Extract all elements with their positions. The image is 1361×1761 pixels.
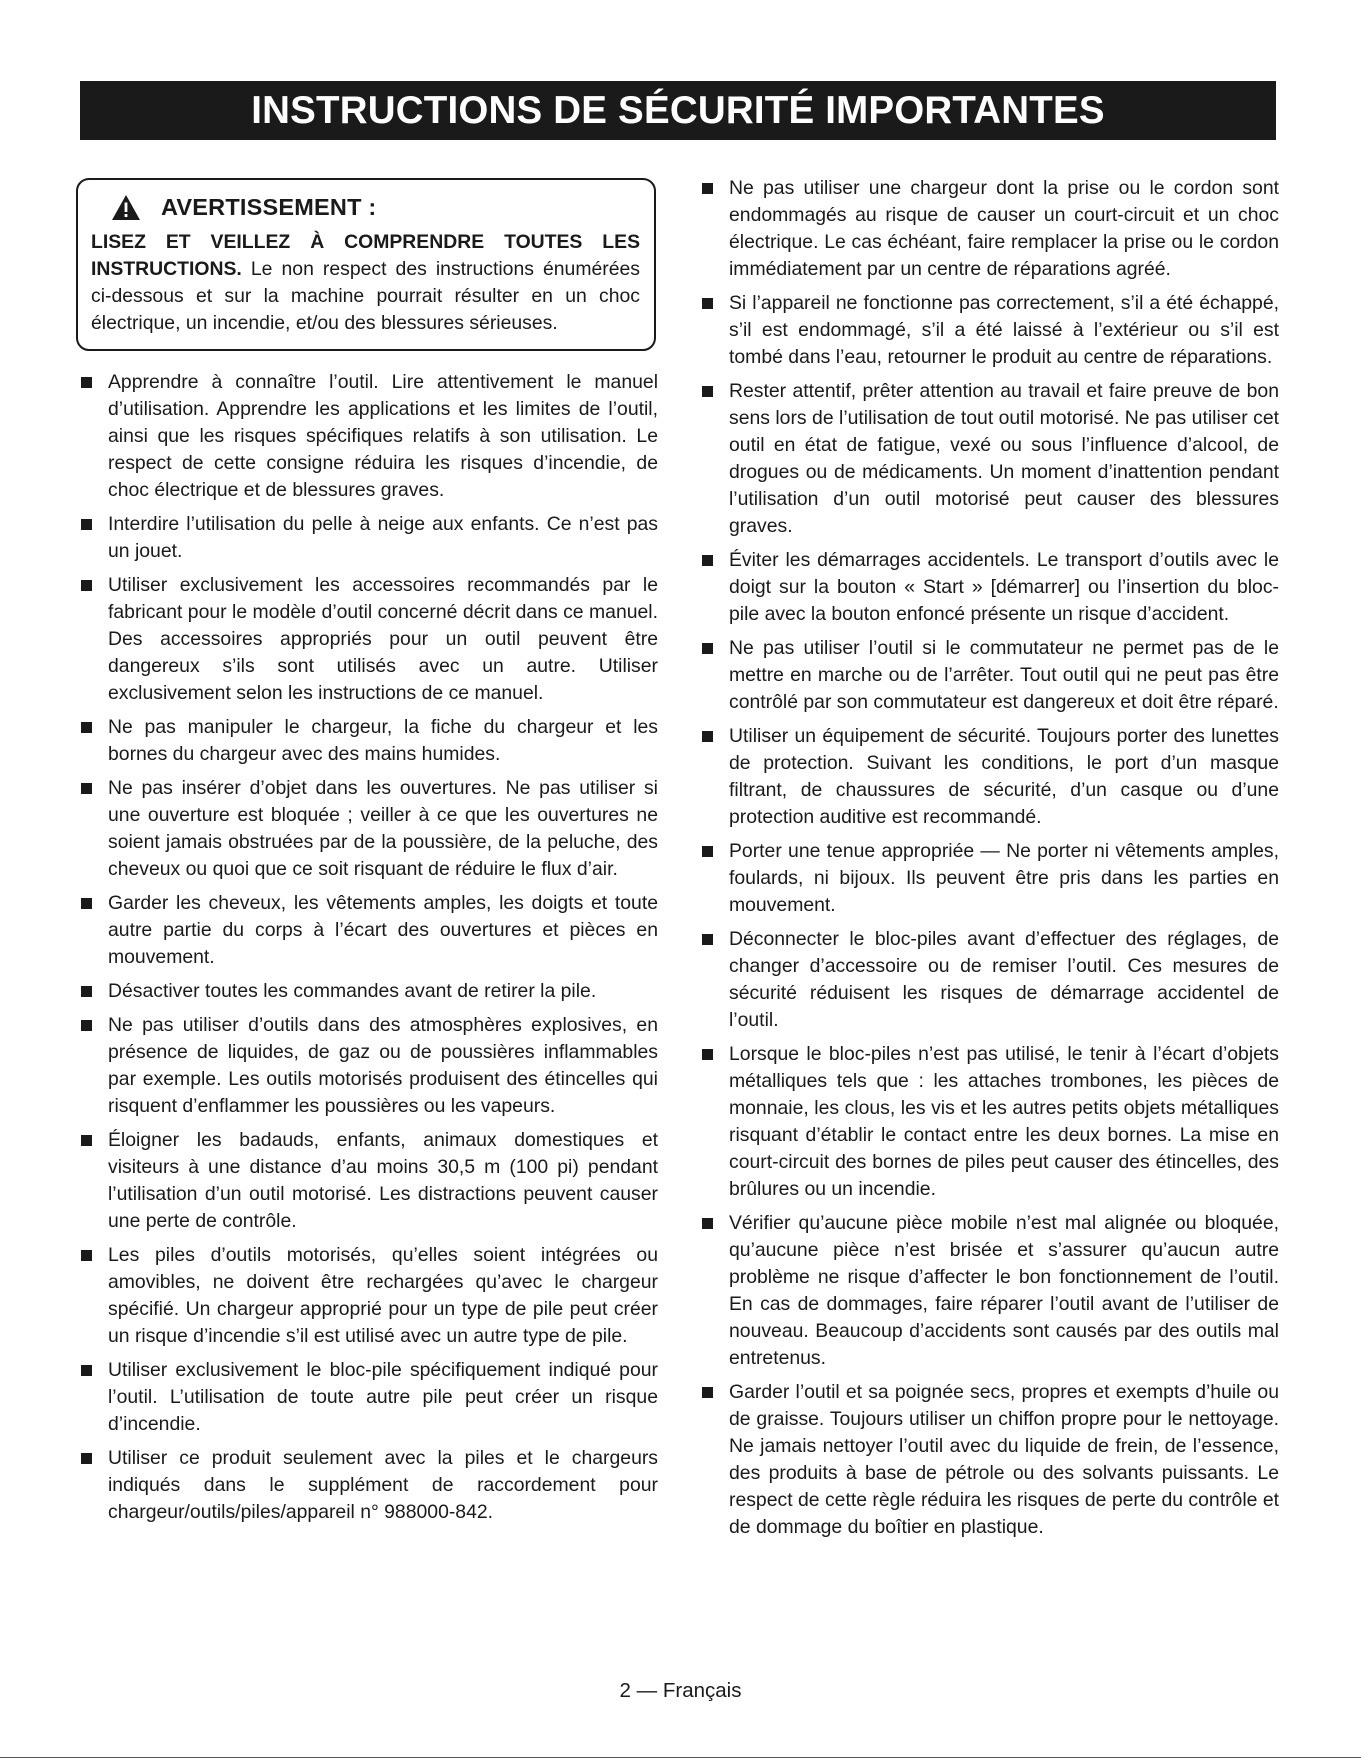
safety-item-text: Désactiver toutes les commandes avant de retirer la pile. bbox=[108, 980, 597, 1002]
safety-item-text: Utiliser exclusivement les accessoires recommandés par le fabricant pour le modèle d’outil concerné décrit dans ce manuel. Des accessoires appropriés pour un outil peuvent être dangereux s’ils sont utilisés avec un autre. Utiliser exclusivement selon les instructions de ce manuel. bbox=[108, 574, 658, 704]
warning-header bbox=[91, 194, 640, 221]
square-bullet-icon bbox=[702, 643, 713, 654]
safety-item-text: Ne pas utiliser d’outils dans des atmosphères explosives, en présence de liquides, de gaz ou de poussières inflammables par exemple. Les outils motorisés produisent des étincelles qui risquent d’enflammer les poussières ou les vapeurs. bbox=[108, 1014, 658, 1117]
square-bullet-icon bbox=[702, 386, 713, 397]
square-bullet-icon bbox=[702, 555, 713, 566]
safety-item-text: Ne pas insérer d’objet dans les ouvertures. Ne pas utiliser si une ouverture est bloquée ; veiller à ce que les ouvertures ne soient jamais obstruées par de la poussière, de la peluche, des cheveux ou quoi que ce soit risquant de réduire le flux d’air. bbox=[108, 777, 658, 880]
safety-item bbox=[697, 290, 1279, 371]
safety-item bbox=[697, 175, 1279, 283]
safety-item-text: Ne pas manipuler le chargeur, la fiche du chargeur et les bornes du chargeur avec des mains humides. bbox=[108, 716, 658, 765]
safety-item-text: Utiliser ce produit seulement avec la piles et le chargeurs indiqués dans le supplément de raccordement pour chargeur/outils/piles/appareil n° 988000-842. bbox=[108, 1447, 658, 1523]
safety-item-text: Ne pas utiliser l’outil si le commutateur ne permet pas de le mettre en marche ou de l’arrêter. Tout outil qui ne peut pas être contrôlé par son commutateur est dangereux et doit être réparé. bbox=[729, 637, 1279, 713]
safety-item-text: Ne pas utiliser une chargeur dont la prise ou le cordon sont endommagés au risque de causer un court-circuit et un choc électrique. Le cas échéant, faire remplacer la prise ou le cordon immédiatement par un centre de réparations agréé. bbox=[729, 177, 1279, 280]
right-safety-list bbox=[697, 175, 1279, 1541]
square-bullet-icon bbox=[702, 846, 713, 857]
safety-item-text: Garder l’outil et sa poignée secs, propres et exempts d’huile ou de graisse. Toujours utiliser un chiffon propre pour le nettoyage. Ne jamais nettoyer l’outil avec du liquide de frein, de l’essence, des produits à base de pétrole ou des solvants puissants. Le respect de cette règle réduira les risques de perte du contrôle et de dommage du boîtier en plastique. bbox=[729, 1381, 1279, 1538]
safety-item-text: Garder les cheveux, les vêtements amples, les doigts et toute autre partie du corps à l’écart des ouvertures et pièces en mouvement. bbox=[108, 892, 658, 968]
right-column bbox=[697, 175, 1279, 1548]
square-bullet-icon bbox=[702, 183, 713, 194]
safety-item-text: Utiliser un équipement de sécurité. Toujours porter des lunettes de protection. Suivant les conditions, le port d’un masque filtrant, de chaussures de sécurité, d’un casque ou d’une protection auditive est recommandé. bbox=[729, 725, 1279, 828]
safety-item bbox=[697, 723, 1279, 831]
safety-item-text: Apprendre à connaître l’outil. Lire attentivement le manuel d’utilisation. Apprendre les applications et les limites de l’outil, ainsi que les risques spécifiques relatifs à son utilisation. Le respect de cette consigne réduira les risques d’incendie, de choc électrique et de blessures graves. bbox=[108, 371, 658, 501]
safety-item bbox=[697, 1041, 1279, 1203]
warning-lead: LISEZ ET VEILLEZ À COMPRENDRE TOUTES LES INSTRUCTIONS. bbox=[91, 231, 640, 280]
square-bullet-icon bbox=[702, 934, 713, 945]
safety-item bbox=[76, 978, 658, 1005]
square-bullet-icon bbox=[81, 898, 92, 909]
page-title: INSTRUCTIONS DE SÉCURITÉ IMPORTANTES bbox=[80, 81, 1276, 140]
safety-item-text: Si l’appareil ne fonctionne pas correctement, s’il a été échappé, s’il est endommagé, s’il a été laissé à l’extérieur ou s’il est tombé dans l’eau, retourner le produit au centre de réparations. bbox=[729, 292, 1279, 368]
safety-item-text: Vérifier qu’aucune pièce mobile n’est mal alignée ou bloquée, qu’aucune pièce n’est brisée et s’assurer qu’aucun autre problème ne risque d’affecter le bon fonctionnement de l’outil. En cas de dommages, faire réparer l’outil avant de l’utiliser de nouveau. Beaucoup d’accidents sont causés par des outils mal entretenus. bbox=[729, 1212, 1279, 1369]
safety-item bbox=[76, 1242, 658, 1350]
safety-item bbox=[76, 1127, 658, 1235]
safety-item bbox=[76, 1012, 658, 1120]
safety-item bbox=[697, 547, 1279, 628]
square-bullet-icon bbox=[702, 298, 713, 309]
safety-item bbox=[76, 369, 658, 504]
safety-item bbox=[697, 1210, 1279, 1372]
warning-text bbox=[91, 229, 640, 337]
warning-box bbox=[76, 178, 656, 351]
square-bullet-icon bbox=[81, 519, 92, 530]
warning-title: AVERTISSEMENT : bbox=[161, 194, 377, 220]
bottom-divider bbox=[0, 1757, 1361, 1758]
square-bullet-icon bbox=[81, 580, 92, 591]
safety-item-text: Éviter les démarrages accidentels. Le transport d’outils avec le doigt sur la bouton « Start » [démarrer] ou l’insertion du bloc-pile avec la bouton enfoncé présente un risque d’accident. bbox=[729, 549, 1279, 625]
warning-body: Le non respect des instructions énumérées ci-dessous et sur la machine pourrait résulter en un choc électrique, un incendie, et/ou des blessures sérieuses. bbox=[91, 258, 640, 334]
safety-item bbox=[76, 572, 658, 707]
warning-triangle-icon bbox=[111, 194, 141, 221]
square-bullet-icon bbox=[702, 1218, 713, 1229]
safety-item-text: Déconnecter le bloc-piles avant d’effectuer des réglages, de changer d’accessoire ou de remiser l’outil. Ces mesures de sécurité réduisent les risques de démarrage accidentel de l’outil. bbox=[729, 928, 1279, 1031]
safety-item bbox=[76, 890, 658, 971]
safety-item-text: Lorsque le bloc-piles n’est pas utilisé, le tenir à l’écart d’objets métalliques tels que : les attaches trombones, les pièces de monnaie, les clous, les vis et les autres petits objets métalliques risquant d’établir le contact entre les deux bornes. La mise en court-circuit des bornes de piles peut causer des étincelles, des brûlures ou un incendie. bbox=[729, 1043, 1279, 1200]
safety-item-text: Interdire l’utilisation du pelle à neige aux enfants. Ce n’est pas un jouet. bbox=[108, 513, 658, 562]
safety-item bbox=[697, 378, 1279, 540]
square-bullet-icon bbox=[81, 986, 92, 997]
safety-item-text: Porter une tenue appropriée — Ne porter ni vêtements amples, foulards, ni bijoux. Ils peuvent être pris dans les parties en mouvement. bbox=[729, 840, 1279, 916]
square-bullet-icon bbox=[81, 1365, 92, 1376]
square-bullet-icon bbox=[81, 783, 92, 794]
safety-item bbox=[697, 635, 1279, 716]
safety-item bbox=[76, 1445, 658, 1526]
square-bullet-icon bbox=[702, 1049, 713, 1060]
left-safety-list bbox=[76, 369, 658, 1526]
square-bullet-icon bbox=[81, 1020, 92, 1031]
square-bullet-icon bbox=[81, 1453, 92, 1464]
page-footer: 2 — Français bbox=[619, 1679, 742, 1702]
square-bullet-icon bbox=[81, 722, 92, 733]
safety-item bbox=[76, 511, 658, 565]
square-bullet-icon bbox=[702, 1387, 713, 1398]
safety-item bbox=[697, 1379, 1279, 1541]
left-column bbox=[76, 178, 658, 1533]
safety-item-text: Les piles d’outils motorisés, qu’elles soient intégrées ou amovibles, ne doivent être rechargées qu’avec le chargeur spécifié. Un chargeur approprié pour un type de pile peut créer un risque d’incendie s’il est utilisé avec un autre type de pile. bbox=[108, 1244, 658, 1347]
safety-item-text: Rester attentif, prêter attention au travail et faire preuve de bon sens lors de l’utilisation de tout outil motorisé. Ne pas utiliser cet outil en état de fatigue, vexé ou sous l’influence d’alcool, de drogues ou de médicaments. Un moment d’inattention pendant l’utilisation d’un outil motorisé peut causer des blessures graves. bbox=[729, 380, 1279, 537]
safety-item-text: Utiliser exclusivement le bloc-pile spécifiquement indiqué pour l’outil. L’utilisation de toute autre pile peut créer un risque d’incendie. bbox=[108, 1359, 658, 1435]
safety-item bbox=[76, 714, 658, 768]
safety-item-text: Éloigner les badauds, enfants, animaux domestiques et visiteurs à une distance d’au moins 30,5 m (100 pi) pendant l’utilisation d’un outil motorisé. Les distractions peuvent causer une perte de contrôle. bbox=[108, 1129, 658, 1232]
safety-item bbox=[76, 775, 658, 883]
safety-item bbox=[697, 838, 1279, 919]
square-bullet-icon bbox=[81, 1250, 92, 1261]
safety-item bbox=[76, 1357, 658, 1438]
square-bullet-icon bbox=[81, 377, 92, 388]
square-bullet-icon bbox=[81, 1135, 92, 1146]
safety-item bbox=[697, 926, 1279, 1034]
square-bullet-icon bbox=[702, 731, 713, 742]
